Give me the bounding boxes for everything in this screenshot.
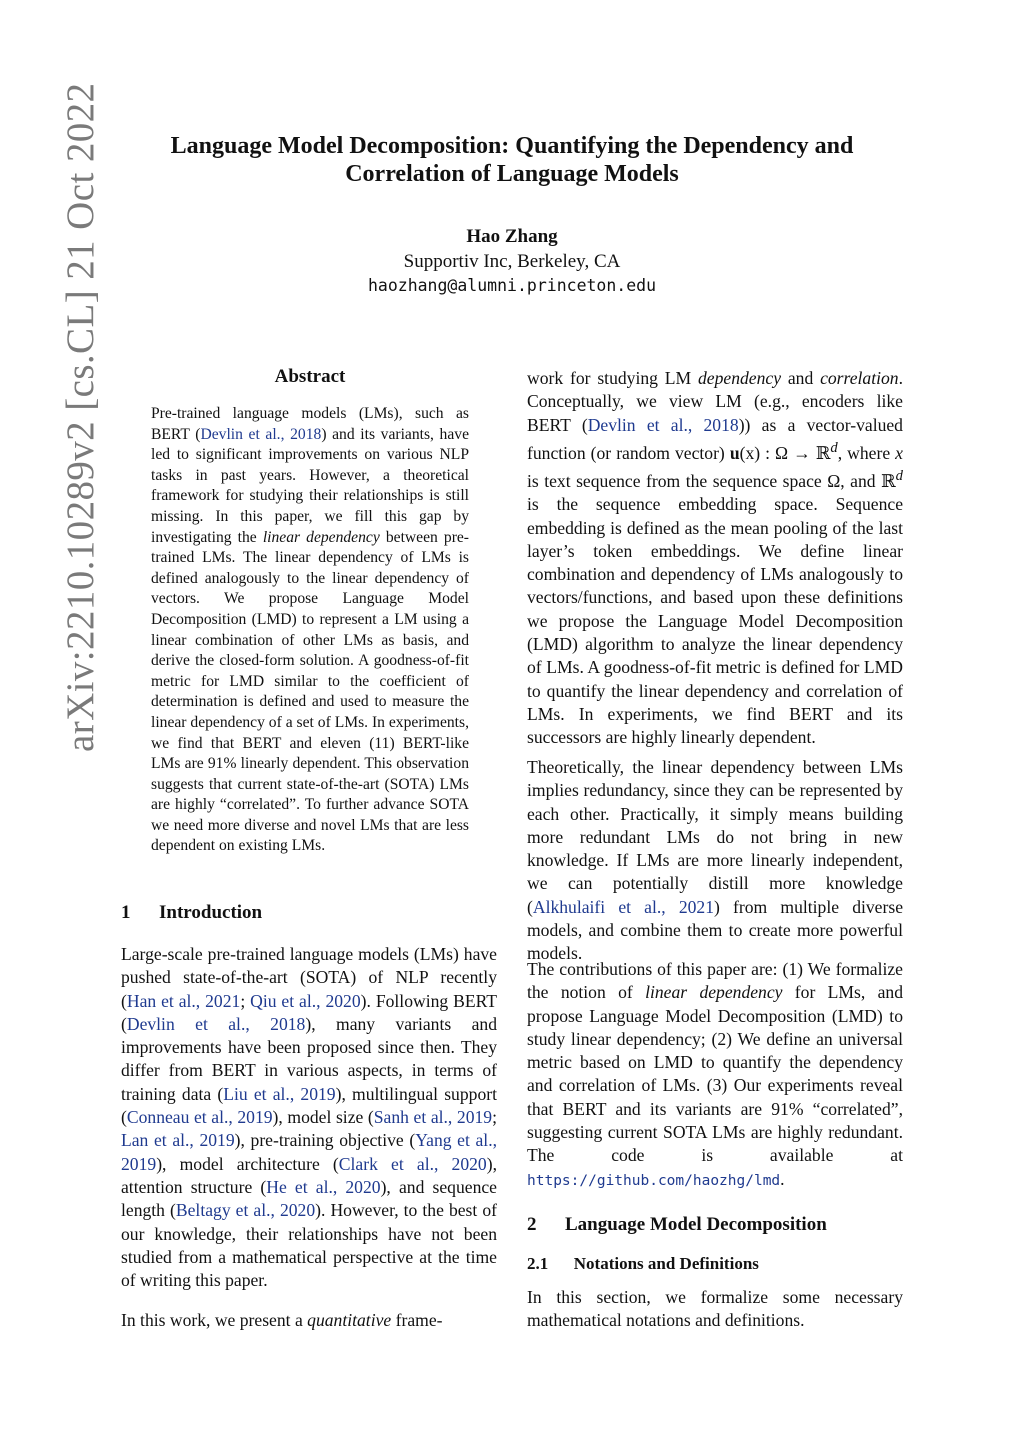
citation-link[interactable]: Lan et al., 2019 (121, 1130, 235, 1151)
author-email: haozhang@alumni.princeton.edu (367, 276, 657, 295)
paper-title: Language Model Decomposition: Quantifying the Dependency and Correlation of Language Models (170, 133, 854, 187)
right-paragraph-1: work for studying LM dependency and correlation. Conceptually, we view LM (e.g., encoders like BERT (Devlin et al., 2018)) as a vector-valued function (or random vector) u(x) : Ω → ℝ$^d$, where x is text sequence from the sequence space Ω, and ℝ$^d$ is the sequence embedding space. Sequence embedding is defined as the mean pooling of the last layer’s token embeddings. We define linear combination and dependency of LMs analogously to vectors/functions, and based upon these definitions we propose the Language Model Decomposition (LMD) algorithm to analyze the linear dependency of LMs. A goodness-of-fit metric is defined for LMD to quantify the linear dependency and correlation of LMs. In experiments, we find BERT and its successors are highly linearly dependent. (527, 368, 903, 748)
intro-paragraph-2: In this work, we present a quantitative frame- (121, 1310, 443, 1330)
right-paragraph-4: In this section, we formalize some necessary mathematical notations and definitions. (527, 1287, 903, 1331)
abstract-text: Pre-trained language models (LMs), such as BERT (Devlin et al., 2018) and its variants, have led to significant improvements on various NLP tasks in past years. However, a theoretical framework for studying their relationships is still missing. In this paper, we fill this gap by investigating the linear dependency between pre-trained LMs. The linear dependency of LMs is defined analogously to the linear dependency of vectors. We propose Language Model Decomposition (LMD) to represent a LM using a linear combination of other LMs as basis, and derive the closed-form solution. A goodness-of-fit metric for LMD similar to the coefficient of determination is defined and used to measure the linear dependency of a set of LMs. In experiments, we find that BERT and eleven (11) BERT-like LMs are 91% linearly dependent. This observation suggests that current state-of-the-art (SOTA) LMs are highly “correlated”. To further advance SOTA we need more diverse and novel LMs that are less dependent on existing LMs. (151, 405, 469, 855)
code-url-link[interactable]: https://github.com/haozhg/lmd (527, 1172, 781, 1189)
citation-link[interactable]: Sanh et al., 2019 (373, 1107, 493, 1128)
citation-link[interactable]: Conneau et al., 2019 (126, 1107, 273, 1128)
author-affiliation: Supportiv Inc, Berkeley, CA (403, 251, 621, 272)
citation-link[interactable]: Alkhulaifi et al., 2021 (532, 896, 715, 917)
citation-link[interactable]: Devlin et al., 2018 (587, 414, 739, 435)
author-name: Hao Zhang (466, 226, 558, 247)
citation-link[interactable]: Devlin et al., 2018 (126, 1013, 306, 1034)
arxiv-identifier: arXiv:2210.10289v2 [cs.CL] 21 Oct 2022 (59, 82, 102, 752)
section-heading-lmd: 2 Language Model Decomposition (527, 1214, 827, 1235)
citation-link[interactable]: Clark et al., 2020 (338, 1153, 487, 1174)
citation-link[interactable]: He et al., 2020 (266, 1176, 381, 1197)
section-heading-introduction: 1 Introduction (121, 902, 263, 923)
right-paragraph-3: The contributions of this paper are: (1) We formalize the notion of linear dependency for LMs, and propose Language Model Decomposition (LMD) to study linear dependency; (2) We define an universal metric based on LMD to quantify the dependency and correlation of LMs. (3) Our experiments reveal that BERT and its variants are 91% “correlated”, suggesting current SOTA LMs are highly redundant. The code is available at https://github.com/haozhg/lmd. (527, 959, 904, 1189)
subsection-heading-notations: 2.1 Notations and Definitions (527, 1254, 759, 1273)
citation-link[interactable]: Han et al., 2021 (126, 990, 241, 1011)
citation-link[interactable]: Devlin et al., 2018 (200, 425, 322, 443)
citation-link[interactable]: Liu et al., 2019 (223, 1083, 336, 1104)
right-paragraph-2: Theoretically, the linear dependency between LMs implies redundancy, since they can be represented by each other. Practically, it simply means building more redundant LMs do not bring in new knowledge. If LMs are more linearly independent, we can potentially distill more knowledge (Alkhulaifi et al., 2021) from multiple diverse models, and combine them to create more powerful models. (527, 757, 904, 964)
citation-link[interactable]: Beltagy et al., 2020 (175, 1200, 316, 1221)
citation-link[interactable]: Qiu et al., 2020 (250, 990, 361, 1011)
intro-paragraph-1: Large-scale pre-trained language models (LMs) have pushed state-of-the-art (SOTA) of NLP recently (Han et al., 2021; Qiu et al., 2020). Following BERT (Devlin et al., 2018), many variants and improvements have been proposed since then. They differ from BERT in various aspects, in terms of training data (Liu et al., 2019), multilingual support (Conneau et al., 2019), model size (Sanh et al., 2019; Lan et al., 2019), pre-training objective (Yang et al., 2019), model architecture (Clark et al., 2020), attention structure (He et al., 2020), and sequence length (Beltagy et al., 2020). However, to the best of our knowledge, their relationships have not been studied from a mathematical perspective at the time of writing this paper. (121, 944, 497, 1291)
citation-link[interactable]: Yang et al., 2019 (121, 1130, 497, 1174)
abstract-title: Abstract (274, 366, 346, 387)
